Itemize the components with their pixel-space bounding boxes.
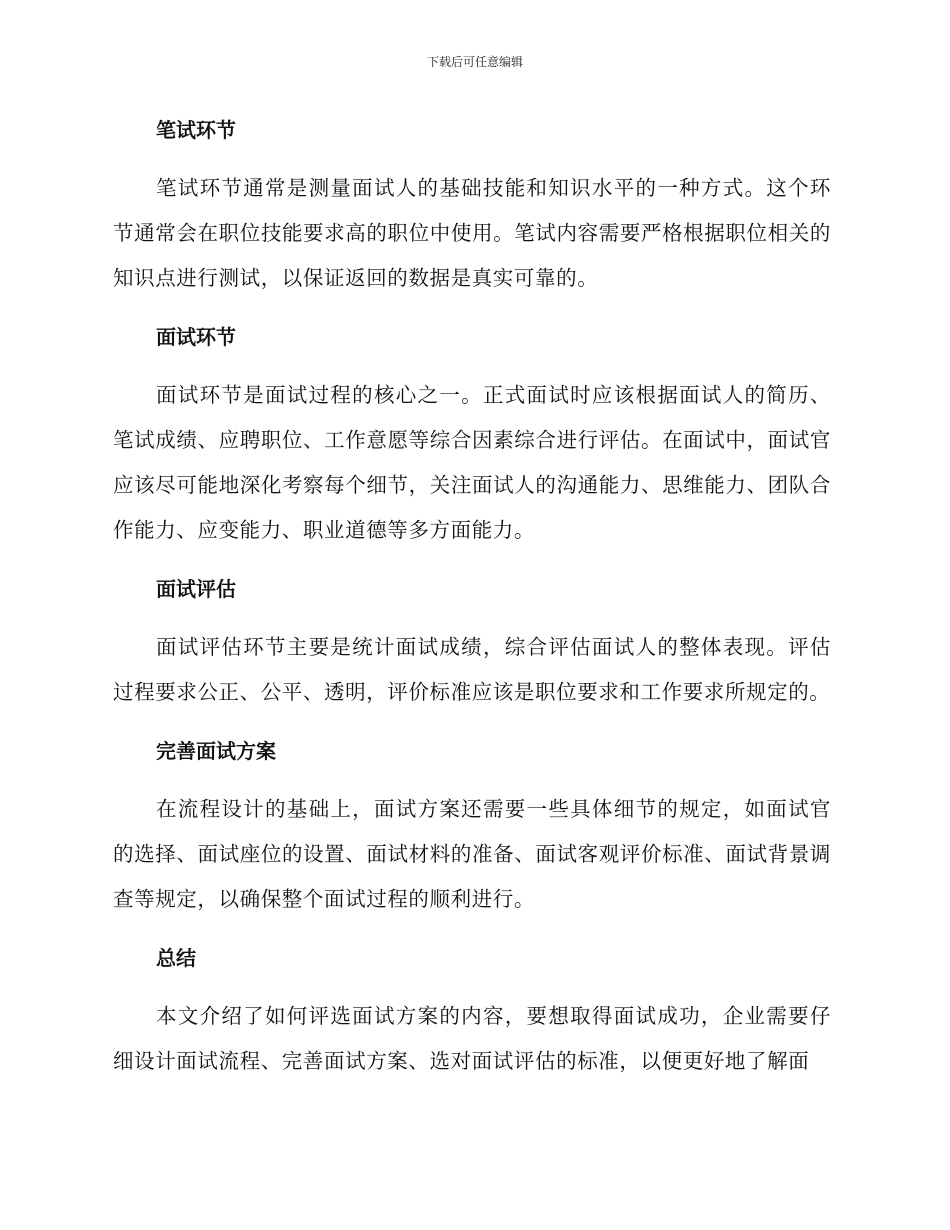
section-body-interview: 面试环节是面试过程的核心之一。正式面试时应该根据面试人的简历、笔试成绩、应聘职位、工作意愿等综合因素综合进行评估。在面试中，面试官应该尽可能地深化考察每个细节，关注面试人的沟通能力、思维能力、团队合作能力、应变能力、职业道德等多方面能力。 [113, 383, 831, 542]
section-body-improve-plan: 在流程设计的基础上，面试方案还需要一些具体细节的规定，如面试官的选择、面试座位的设置、面试材料的准备、面试客观评价标准、面试背景调查等规定，以确保整个面试过程的顺利进行。 [113, 797, 831, 911]
section-heading-improve-plan: 完善面试方案 [156, 739, 276, 763]
section-heading-evaluation: 面试评估 [156, 577, 236, 601]
document-body [113, 108, 831, 1084]
section-heading-interview: 面试环节 [156, 325, 236, 349]
section-body-written-test: 笔试环节通常是测量面试人的基础技能和知识水平的一种方式。这个环节通常会在职位技能要求高的职位中使用。笔试内容需要严格根据职位相关的知识点进行测试，以保证返回的数据是真实可靠的。 [113, 176, 831, 290]
section-body-evaluation: 面试评估环节主要是统计面试成绩，综合评估面试人的整体表现。评估过程要求公正、公平、透明，评价标准应该是职位要求和工作要求所规定的。 [113, 635, 831, 704]
section-heading-summary: 总结 [156, 946, 196, 970]
page-header: 下载后可任意编辑 [426, 55, 523, 69]
section-body-summary: 本文介绍了如何评选面试方案的内容，要想取得面试成功，企业需要仔细设计面试流程、完善面试方案、选对面试评估的标准，以便更好地了解面 [113, 1004, 831, 1073]
section-heading-written-test: 笔试环节 [156, 118, 236, 142]
